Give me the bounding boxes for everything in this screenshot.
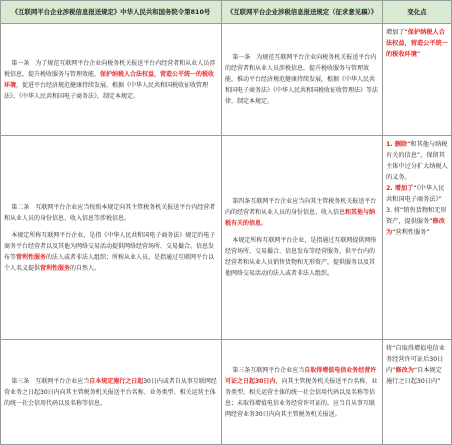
change-item-3: 3. 将“销售货物和无形资产，提供服务”修改为“营利性服务”: [386, 207, 447, 236]
row2-change: [383, 136, 452, 340]
row1-draft-text: 第一条 为规范互联网平台企业向税务机关报送平台内的经营者和从业人员涉税信息，提升税收服务与管理效能，推动平台经济规范健康持续发展，根据《中华人民共和国电子商务法》《中华人民共和国税收征收管理法》等法律，制定本规定。: [225, 54, 379, 105]
row2-draft-para1: 第四条互联网平台企业应当向其主管税务机关报送平台内的经营者和从业人员的身份信息、收入信息和其他与纳税有关的信息。: [225, 198, 377, 227]
change-item-2: 2. 增加了“《中华人民共和国电子商务法》”: [386, 185, 445, 203]
highlight: 自取得增值电信业务经营许可证之日起30日内: [225, 366, 377, 385]
highlight: 营利性服务: [16, 253, 47, 261]
row2-official-para1: 第二条 互联网平台企业应当按照本规定向其主管税务机关报送平台内经营者和从业人员的身份信息、收入信息等涉税信息。: [4, 203, 216, 222]
change-item-1: 1. 删除“和其他与纳税有关的信息”，保留其主体中过分扩大纳税人的义务。: [386, 141, 448, 181]
row3-draft: [222, 340, 383, 445]
header-changes: 变化点: [383, 0, 452, 24]
row2-official-para2: 本规定所称互联网平台企业，是指《中华人民共和国电子商务法》规定的电子商务平台经营者以及其他为网络交易活动提供网络经营场所、交易撮合、信息发布等营利性服务的法人或者非法人组织；所称从业人员，是指通过互联网平台以个人名义提供营利性服务的自然人。: [4, 231, 216, 272]
highlight: 和其他与纳税有关的信息: [225, 209, 376, 227]
highlight: 营利性服务: [40, 264, 71, 272]
row1-official-text: 第一条 为了规范互联网平台企业向税务机关报送平台内经营者和从业人员涉税信息，提升税收服务与管理效能，保护纳税人合法权益，营造公平统一的税收环境，促进平台经济规范健康持续发展，根据《中华人民共和国税收征收管理法》、《中华人民共和国电子商务法》，制定本规定。: [4, 59, 216, 100]
row2-draft: [222, 136, 383, 340]
row3-official: [0, 340, 222, 445]
row3-change: 将“自取得增值电信业务经营许可证后30日内”修改为“自本规定施行之日起30日内”: [383, 340, 452, 445]
row2-draft-para2: 本规定所称互联网平台企业，是指通过互联网提供网络经营场所、交易撮合、信息发布等经营服务，供平台内的经营者和从业人员销售货物和无形资产，提供服务以及其他网络交易活动的法人或者非法人组织。: [225, 237, 377, 277]
row1-draft: [222, 24, 383, 136]
header-draft-regulation: 《互联网平台企业涉税信息报送规定（征求意见稿）》: [222, 0, 383, 24]
row3-draft-text: 第三条互联网平台企业应当自取得增值电信业务经营许可证之日起30日内，向其主管税务机关报送平台名称、业务类型、相关运营主体的统一社会信用代码以及名称等信息；未取得增值电信业务经营许可证的，应当自从事互联网经营业务30日内向其主管税务机关报送。: [225, 366, 378, 418]
highlight: 修改为: [395, 367, 414, 374]
row2-official: [0, 136, 222, 340]
header-official-regulation: 《互联网平台企业涉税信息报送规定》中华人民共和国务院令第810号: [0, 0, 222, 24]
highlight: 保护纳税人合法权益，营造公平统一的税收环境: [386, 29, 448, 58]
highlight: 自本规定施行之日起: [89, 377, 144, 385]
highlight: 保护纳税人合法权益，营造公平统一的税收环境: [4, 70, 215, 89]
row1-change: 增加了“保护纳税人合法权益，营造公平统一的税收环境”: [383, 24, 452, 136]
row3-official-text: 第三条 互联网平台企业应当自本规定施行之日起30日内或者自从事互联网经营业务之日起30日内向其主管税务机关报送平台名称、业务类型、相关运营主体的统一社会信用代码以及名称等信息。: [4, 377, 217, 407]
row1-official: [0, 24, 222, 136]
